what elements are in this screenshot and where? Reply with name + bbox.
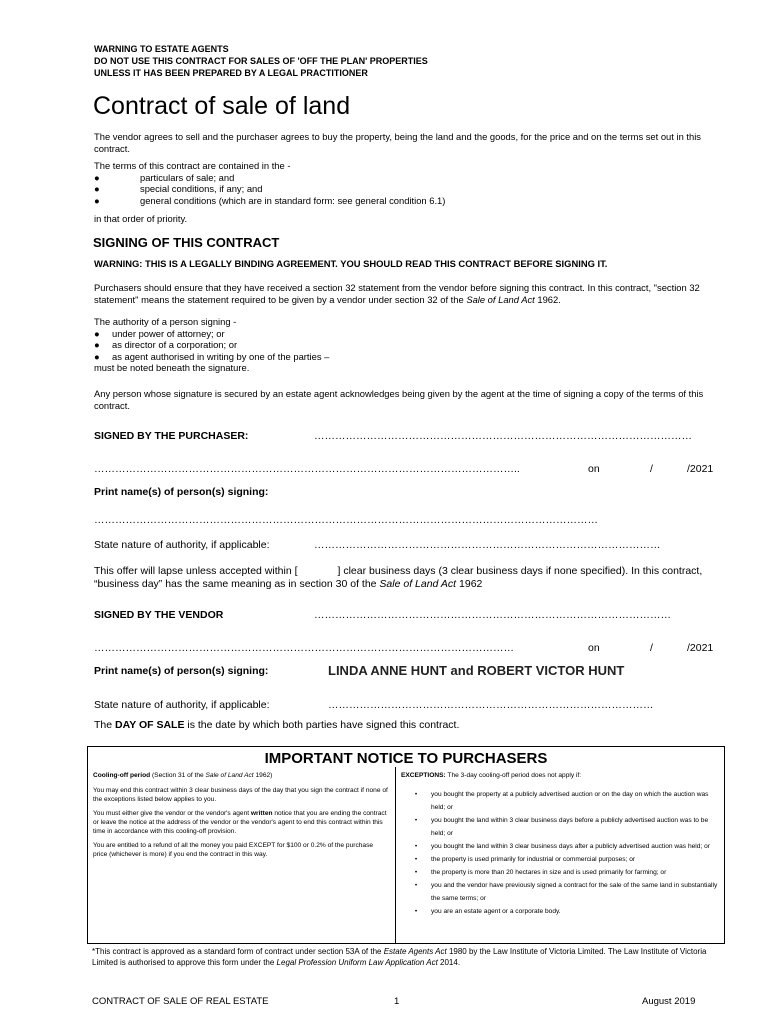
- exception-item: • the property is used primarily for industrial or commercial purposes; or: [401, 853, 719, 866]
- bullet-icon: •: [414, 817, 418, 824]
- cooling-off-para-2: You must either give the vendor or the vendor's agent written notice that you are ending the contract or leave the notice at the address of the vendor or the vendor's agent to end this contract within this time in accordance with this cooling-off provision.: [93, 810, 387, 835]
- bullet-icon: ●: [94, 339, 100, 350]
- vendor-state-line[interactable]: …………………………………………………………………………………: [328, 699, 654, 711]
- warning-line-1: WARNING TO ESTATE AGENTS: [94, 44, 229, 54]
- exception-item: • you are an estate agent or a corporate body.: [401, 905, 719, 918]
- page-number: 1: [394, 996, 400, 1007]
- vendor-signature-line-2[interactable]: …………………………………………………………………………………………………………: [94, 642, 514, 654]
- intro-paragraph: The vendor agrees to sell and the purchaser agrees to buy the property, being the land and the goods, for the price and on the terms set out in this contract.: [94, 131, 701, 154]
- bullet-icon: ●: [94, 183, 100, 194]
- binding-warning: WARNING: THIS IS A LEGALLY BINDING AGREEMENT. YOU SHOULD READ THIS CONTRACT BEFORE SIGNING IT.: [94, 258, 608, 269]
- authority-item: ● as director of a corporation; or: [94, 339, 238, 350]
- exception-item: • you bought the land within 3 clear business days before a publicly advertised auction was to be held; or: [401, 814, 719, 840]
- notice-divider: [395, 767, 396, 944]
- terms-block: [94, 160, 724, 225]
- purchaser-on-label: on: [588, 463, 600, 475]
- purchaser-signature-line[interactable]: ………………………………………………………………………………………………: [314, 430, 692, 442]
- authority-block: The authority of a person signing - ● under power of attorney; or ● as director of a corporation; or ● as agent authorised in writing by one of the parties – must be noted beneath the signature.: [94, 316, 724, 374]
- exception-item: • the property is more than 20 hectares in size and is used primarily for farming; or: [401, 866, 719, 879]
- page-title: Contract of sale of land: [93, 92, 351, 120]
- vendor-signature-line[interactable]: …………………………………………………………………………………………: [314, 609, 671, 621]
- vendor-names[interactable]: LINDA ANNE HUNT and ROBERT VICTOR HUNT: [328, 663, 625, 678]
- lapse-paragraph: This offer will lapse unless accepted within [ ] clear business days (3 clear business days if none specified). In this contract, “business day” has the same meaning as in section 30 of the Sale of Land Act 1962: [94, 565, 703, 590]
- footer-date: August 2019: [642, 996, 696, 1007]
- vendor-state-label: State nature of authority, if applicable:: [94, 699, 270, 711]
- cooling-off-para-1: You may end this contract within 3 clear business days of the day that you sign the contract if none of the exceptions listed below applies to you.: [93, 787, 388, 803]
- terms-tail: in that order of priority.: [94, 213, 188, 224]
- warning-line-2: DO NOT USE THIS CONTRACT FOR SALES OF 'OFF THE PLAN' PROPERTIES: [94, 56, 428, 66]
- vendor-print-label: Print name(s) of person(s) signing:: [94, 665, 269, 677]
- warning-line-3: UNLESS IT HAS BEEN PREPARED BY A LEGAL PRACTITIONER: [94, 68, 368, 78]
- notice-title: IMPORTANT NOTICE TO PURCHASERS: [264, 750, 548, 767]
- vendor-date-year: /2021: [687, 642, 714, 654]
- terms-lead: The terms of this contract are contained in the -: [94, 160, 291, 171]
- day-of-sale-text: The DAY OF SALE is the date by which both parties have signed this contract.: [94, 719, 460, 731]
- vendor-signed-label: SIGNED BY THE VENDOR: [94, 609, 224, 621]
- important-notice-box: [87, 746, 725, 944]
- bullet-icon: ●: [94, 350, 100, 362]
- exceptions-column: [401, 771, 719, 918]
- footer-left: CONTRACT OF SALE OF REAL ESTATE: [92, 996, 269, 1007]
- bullet-icon: •: [414, 856, 418, 863]
- cooling-off-column: [93, 771, 389, 859]
- terms-item: ● particulars of sale; and: [94, 171, 235, 183]
- exception-item: • you and the vendor have previously signed a contract for the sale of the same land in substantially the same terms; or: [401, 879, 719, 905]
- bullet-icon: •: [414, 843, 418, 850]
- bullet-icon: ●: [94, 327, 100, 339]
- approval-note: *This contract is approved as a standard form of contract under section 53A of the Estate Agents Act 1980 by the Law Institute of Victoria Limited. The Law Institute of Victoria Limited is authorised to approve this form under the Legal Profession Uniform Law Application Act 2014.: [92, 947, 707, 967]
- vendor-date-slash: /: [650, 642, 653, 654]
- bullet-icon: ●: [94, 194, 100, 206]
- purchaser-print-line[interactable]: ………………………………………………………………………………………………………………………………: [94, 514, 598, 526]
- purchaser-signature-line-2[interactable]: …………………………………………………………………………………………………………..: [94, 463, 520, 475]
- authority-item: ● as agent authorised in writing by one of the parties –: [94, 350, 330, 362]
- exception-item: • you bought the property at a publicly advertised auction or on the day on which the auction was held; or: [401, 788, 719, 814]
- vendor-on-label: on: [588, 642, 600, 654]
- purchaser-signed-label: SIGNED BY THE PURCHASER:: [94, 430, 249, 442]
- terms-item: ● general conditions (which are in standard form: see general condition 6.1): [94, 194, 446, 206]
- exception-item: • you bought the land within 3 clear business days after a publicly advertised auction was held; or: [401, 840, 719, 853]
- purchaser-print-label: Print name(s) of person(s) signing:: [94, 486, 269, 498]
- bullet-icon: •: [414, 882, 418, 889]
- bullet-icon: ●: [94, 171, 100, 183]
- bullet-icon: •: [414, 908, 418, 915]
- authority-item: ● under power of attorney; or: [94, 327, 225, 339]
- purchaser-state-label: State nature of authority, if applicable:: [94, 539, 270, 551]
- terms-item: ● special conditions, if any; and: [94, 183, 263, 194]
- bullet-icon: •: [414, 791, 418, 798]
- section32-paragraph: Purchasers should ensure that they have received a section 32 statement from the vendor before signing this contract. In this contract, "section 32 statement" means the statement required to be given by a vendor under section 32 of the Sale of Land Act 1962.: [94, 282, 700, 305]
- signing-heading: SIGNING OF THIS CONTRACT: [93, 235, 280, 250]
- purchaser-date-slash: /: [650, 463, 653, 475]
- cooling-off-heading: Cooling-off period (Section 31 of the Sale of Land Act 1962): [93, 772, 273, 779]
- warning-block: [94, 43, 428, 79]
- purchaser-date-year: /2021: [687, 463, 714, 475]
- cooling-off-para-3: You are entitled to a refund of all the money you paid EXCEPT for $100 or 0.2% of the purchase price (whichever is more) if you end the contract in this way.: [93, 842, 374, 858]
- agent-acknowledgement: Any person whose signature is secured by an estate agent acknowledges being given by the agent at the time of signing a copy of the terms of this contract.: [94, 388, 704, 411]
- purchaser-state-line[interactable]: ………………………………………………………………………………………: [314, 539, 661, 551]
- exceptions-heading: EXCEPTIONS: The 3-day cooling-off period does not apply if:: [401, 772, 582, 779]
- bullet-icon: •: [414, 869, 418, 876]
